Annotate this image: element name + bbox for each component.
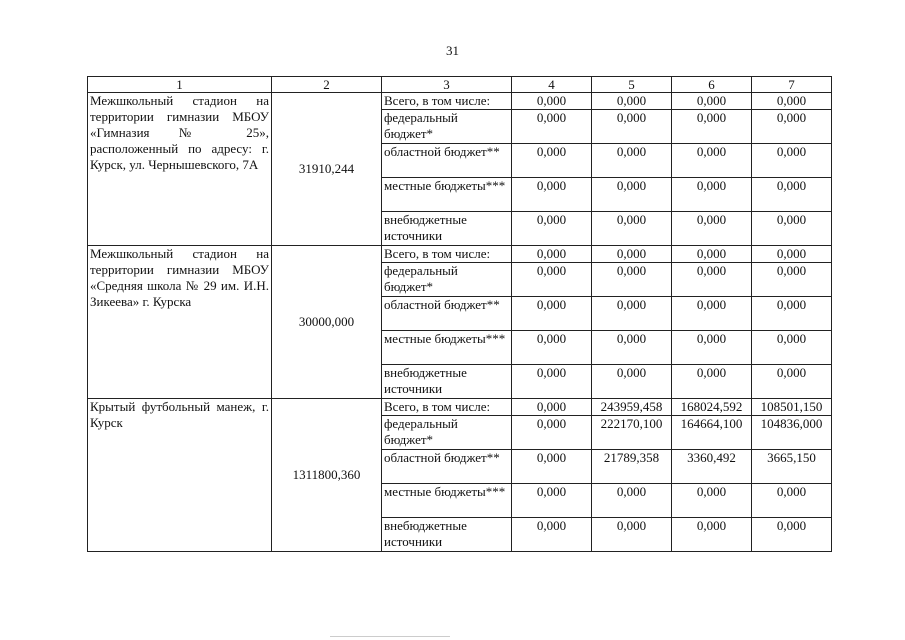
value-col7: 0,000 [752, 518, 832, 552]
funding-source: местные бюджеты*** [382, 178, 512, 212]
value-col5: 0,000 [592, 331, 672, 365]
value-col5: 0,000 [592, 365, 672, 399]
value-col6: 0,000 [672, 263, 752, 297]
funding-source: местные бюджеты*** [382, 331, 512, 365]
value-col7: 0,000 [752, 246, 832, 263]
value-col7: 3665,150 [752, 450, 832, 484]
value-col7: 0,000 [752, 263, 832, 297]
project-name: Межшкольный стадион на территории гимназии МБОУ «Гимназия № 25», расположенный по адресу: г. Курск, ул. Чернышевского, 7А [88, 93, 272, 246]
column-header: 2 [272, 77, 382, 93]
value-col6: 0,000 [672, 246, 752, 263]
value-col6: 0,000 [672, 110, 752, 144]
value-col6: 0,000 [672, 518, 752, 552]
funding-source: Всего, в том числе: [382, 399, 512, 416]
table-row [88, 246, 832, 263]
funding-source: внебюджетные источники [382, 212, 512, 246]
project-cost: 30000,000 [272, 246, 382, 399]
value-col7: 0,000 [752, 365, 832, 399]
table-row [88, 93, 832, 110]
value-col6: 168024,592 [672, 399, 752, 416]
value-col7: 0,000 [752, 93, 832, 110]
value-col5: 21789,358 [592, 450, 672, 484]
funding-source: федеральный бюджет* [382, 263, 512, 297]
funding-source: федеральный бюджет* [382, 416, 512, 450]
value-col5: 0,000 [592, 297, 672, 331]
value-col7: 0,000 [752, 178, 832, 212]
funding-source: областной бюджет** [382, 450, 512, 484]
value-col4: 0,000 [512, 178, 592, 212]
value-col5: 0,000 [592, 484, 672, 518]
value-col6: 3360,492 [672, 450, 752, 484]
value-col4: 0,000 [512, 399, 592, 416]
funding-source: областной бюджет** [382, 297, 512, 331]
value-col6: 0,000 [672, 484, 752, 518]
value-col7: 0,000 [752, 212, 832, 246]
value-col7: 0,000 [752, 110, 832, 144]
funding-source: областной бюджет** [382, 144, 512, 178]
value-col6: 0,000 [672, 93, 752, 110]
value-col5: 0,000 [592, 212, 672, 246]
value-col4: 0,000 [512, 365, 592, 399]
funding-source: Всего, в том числе: [382, 93, 512, 110]
value-col4: 0,000 [512, 212, 592, 246]
column-header: 1 [88, 77, 272, 93]
funding-source: Всего, в том числе: [382, 246, 512, 263]
value-col4: 0,000 [512, 450, 592, 484]
value-col4: 0,000 [512, 246, 592, 263]
value-col6: 0,000 [672, 212, 752, 246]
funding-source: федеральный бюджет* [382, 110, 512, 144]
value-col4: 0,000 [512, 484, 592, 518]
page-bottom-divider [330, 636, 450, 637]
column-header: 6 [672, 77, 752, 93]
value-col4: 0,000 [512, 331, 592, 365]
value-col7: 108501,150 [752, 399, 832, 416]
project-name: Межшкольный стадион на территории гимназии МБОУ «Средняя школа № 29 им. И.Н. Зикеева» г. Курска [88, 246, 272, 399]
table-row [88, 399, 832, 416]
value-col4: 0,000 [512, 416, 592, 450]
value-col4: 0,000 [512, 110, 592, 144]
value-col4: 0,000 [512, 518, 592, 552]
value-col5: 0,000 [592, 518, 672, 552]
funding-source: внебюджетные источники [382, 365, 512, 399]
value-col6: 0,000 [672, 144, 752, 178]
value-col5: 0,000 [592, 263, 672, 297]
value-col5: 0,000 [592, 110, 672, 144]
value-col4: 0,000 [512, 144, 592, 178]
value-col6: 164664,100 [672, 416, 752, 450]
value-col7: 0,000 [752, 297, 832, 331]
funding-source: местные бюджеты*** [382, 484, 512, 518]
value-col6: 0,000 [672, 178, 752, 212]
value-col6: 0,000 [672, 331, 752, 365]
value-col5: 0,000 [592, 144, 672, 178]
value-col7: 0,000 [752, 331, 832, 365]
page-number: 31 [446, 43, 459, 58]
project-cost: 1311800,360 [272, 399, 382, 552]
column-header: 4 [512, 77, 592, 93]
header-row [88, 77, 832, 93]
project-name: Крытый футбольный манеж, г. Курск [88, 399, 272, 552]
value-col7: 104836,000 [752, 416, 832, 450]
column-header: 3 [382, 77, 512, 93]
value-col5: 222170,100 [592, 416, 672, 450]
value-col7: 0,000 [752, 484, 832, 518]
value-col5: 0,000 [592, 93, 672, 110]
column-header: 5 [592, 77, 672, 93]
value-col4: 0,000 [512, 93, 592, 110]
funding-source: внебюджетные источники [382, 518, 512, 552]
value-col4: 0,000 [512, 263, 592, 297]
funding-table [87, 76, 832, 552]
value-col7: 0,000 [752, 144, 832, 178]
value-col6: 0,000 [672, 365, 752, 399]
value-col6: 0,000 [672, 297, 752, 331]
project-cost: 31910,244 [272, 93, 382, 246]
value-col5: 0,000 [592, 178, 672, 212]
value-col5: 243959,458 [592, 399, 672, 416]
column-header: 7 [752, 77, 832, 93]
value-col5: 0,000 [592, 246, 672, 263]
value-col4: 0,000 [512, 297, 592, 331]
